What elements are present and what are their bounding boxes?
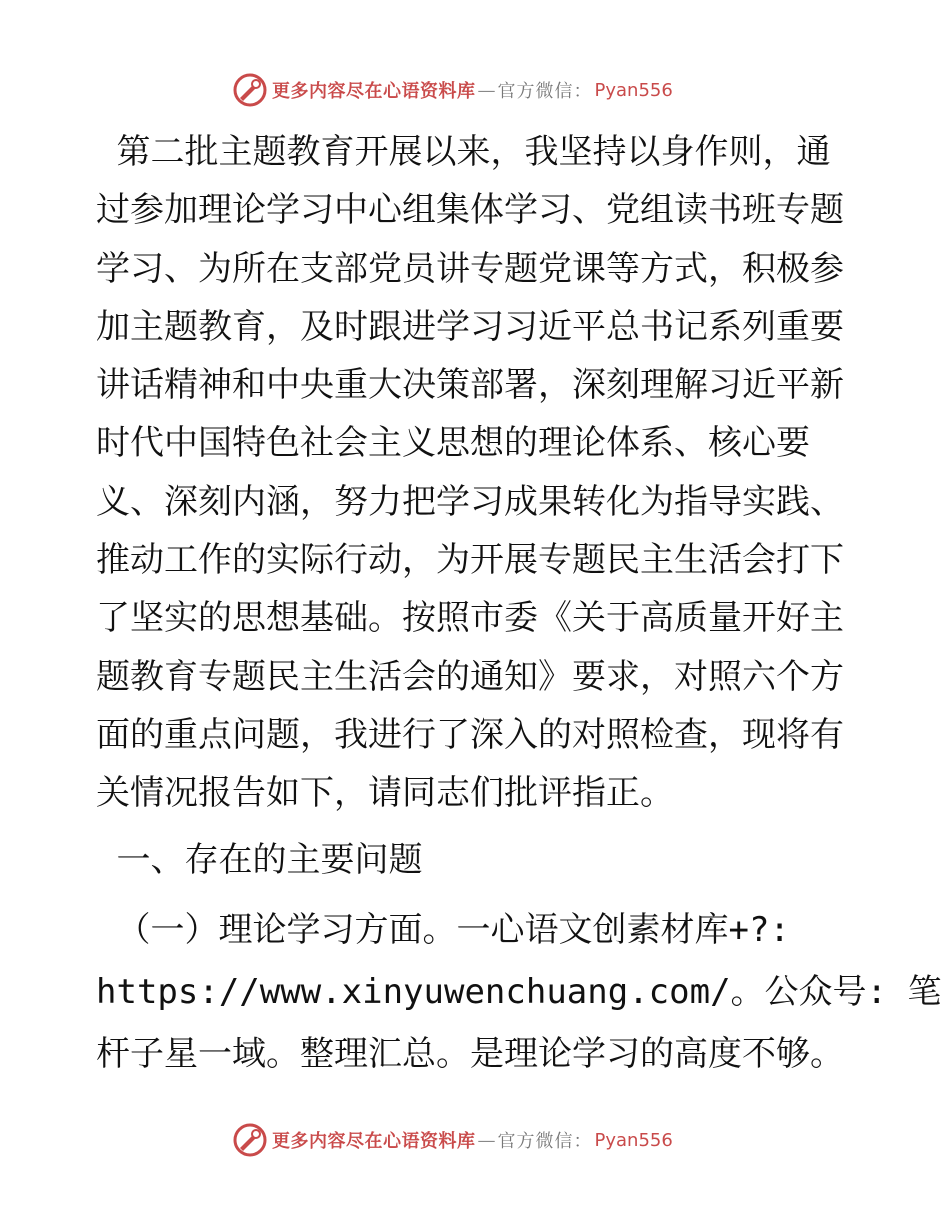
promo-text: 更多内容尽在心语资料库 bbox=[272, 1131, 476, 1152]
paragraph-line: 关情况报告如下，请同志们批评指正。 bbox=[96, 773, 674, 814]
separator-dash: — bbox=[477, 79, 496, 101]
paragraph-line: 时代中国特色社会主义思想的理论体系、核心要 bbox=[96, 423, 810, 464]
paragraph-line: 第二批主题教育开展以来，我坚持以身作则，通 bbox=[96, 132, 831, 172]
official-wechat-label: 官方微信： bbox=[497, 81, 593, 102]
promo-text: 更多内容尽在心语资料库 bbox=[272, 81, 476, 102]
paragraph-line: 杆子星一域。整理汇总。是理论学习的高度不够。 bbox=[96, 1033, 844, 1074]
separator-dash: — bbox=[477, 1129, 496, 1151]
paragraph-line: 义、深刻内涵，努力把学习成果转化为指导实践、 bbox=[96, 481, 844, 522]
intro-paragraph bbox=[96, 123, 856, 823]
paragraph-line: （一）理论学习方面。一心语文创素材库+?: bbox=[96, 909, 790, 950]
paragraph-line: 讲话精神和中央重大决策部署，深刻理解习近平新 bbox=[96, 365, 844, 406]
wechat-id: Pyan556 bbox=[594, 1129, 673, 1151]
paragraph-line: 学习、为所在支部党员讲专题党课等方式，积极参 bbox=[96, 248, 844, 289]
paragraph-line: 面的重点问题，我进行了深入的对照检查，现将有 bbox=[96, 714, 844, 755]
official-wechat-label: 官方微信： bbox=[497, 1131, 593, 1152]
footer-promo-banner bbox=[232, 1120, 732, 1160]
logo-icon bbox=[232, 1122, 268, 1158]
section-heading: 一、存在的主要问题 bbox=[96, 839, 423, 880]
header-promo-banner bbox=[232, 70, 732, 110]
document-body bbox=[96, 123, 942, 1085]
paragraph-line: 了坚实的思想基础。按照市委《关于高质量开好主 bbox=[96, 598, 844, 639]
wechat-id: Pyan556 bbox=[594, 79, 673, 101]
logo-icon bbox=[232, 72, 268, 108]
paragraph-line: 推动工作的实际行动，为开展专题民主生活会打下 bbox=[96, 540, 844, 581]
paragraph-line: 题教育专题民主生活会的通知》要求，对照六个方 bbox=[96, 656, 844, 697]
subsection-paragraph bbox=[96, 899, 942, 1085]
paragraph-line: 加主题教育，及时跟进学习习近平总书记系列重要 bbox=[96, 306, 844, 347]
paragraph-line: https://www.xinyuwenchuang.com/。公众号: 笔 bbox=[96, 971, 942, 1012]
paragraph-line: 过参加理论学习中心组集体学习、党组读书班专题 bbox=[96, 190, 844, 231]
